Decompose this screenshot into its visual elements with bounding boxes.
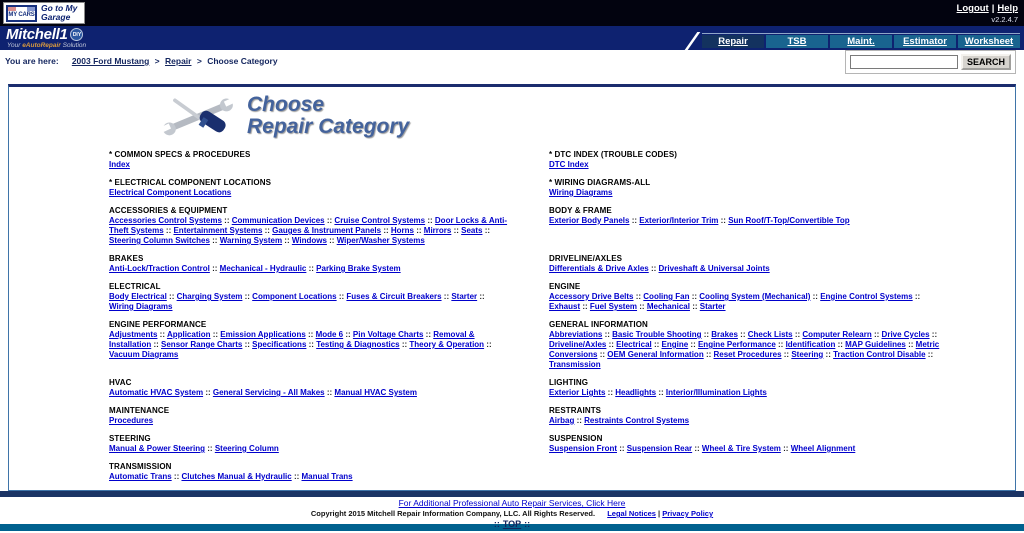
category-link[interactable]: Seats [461, 226, 483, 235]
breadcrumb-repair-link[interactable]: Repair [165, 56, 192, 66]
link-separator: :: [242, 340, 253, 349]
back-to-top-link[interactable]: TOP [502, 519, 522, 529]
category-link[interactable]: Emission Applications [220, 330, 306, 339]
category-links [549, 264, 949, 274]
category-link[interactable]: Mechanical [646, 302, 690, 311]
tab-estimator[interactable]: Estimator [894, 35, 956, 48]
category-heading: TRANSMISSION [109, 462, 172, 471]
category-section [549, 378, 949, 398]
page-title-line1: Choose [247, 93, 325, 116]
category-link[interactable]: Procedures [109, 416, 154, 425]
link-separator: :: [414, 226, 424, 235]
category-links [549, 292, 949, 312]
category-links [549, 160, 949, 170]
category-section [109, 378, 509, 398]
privacy-policy-link[interactable]: Privacy Policy [662, 509, 714, 518]
link-separator: :: [929, 330, 938, 339]
category-link[interactable]: Interior/Illumination Lights [665, 388, 767, 397]
breadcrumb-prefix: You are here: [5, 56, 59, 66]
category-section [549, 206, 949, 246]
link-separator: :: [423, 330, 434, 339]
diy-badge-icon: DIY [70, 28, 83, 41]
link-separator: :: [203, 388, 213, 397]
tab-worksheet[interactable]: Worksheet [958, 35, 1020, 48]
plate-decoration [8, 7, 35, 11]
category-link[interactable]: Headlights [615, 388, 657, 397]
link-separator: :: [306, 340, 317, 349]
top-utility-bar [0, 0, 1024, 26]
link-separator: :: [689, 302, 700, 311]
link-separator: :: [221, 216, 232, 225]
help-link[interactable]: Help [997, 3, 1018, 14]
category-link[interactable]: Steering [791, 350, 824, 359]
category-heading: MAINTENANCE [109, 406, 170, 415]
category-links [109, 416, 509, 426]
link-separator: :: [823, 350, 834, 359]
nav-tabs [702, 33, 1020, 48]
category-links [109, 472, 509, 482]
category-link[interactable]: Drive Cycles [881, 330, 930, 339]
link-separator: :: [775, 340, 786, 349]
category-link[interactable]: Door Locks & Anti-Theft Systems [109, 216, 508, 235]
category-link[interactable]: Automatic Trans [109, 472, 172, 481]
search-panel [845, 50, 1016, 74]
category-link[interactable]: Computer Relearn [802, 330, 872, 339]
logo-tagline: Your eAutoRepair Solution [7, 42, 87, 49]
link-separator: :: [737, 330, 748, 339]
category-link[interactable]: OEM General Information [607, 350, 704, 359]
link-separator: :: [905, 340, 916, 349]
category-heading: ENGINE [549, 282, 581, 291]
breadcrumb-separator: > [196, 56, 202, 66]
category-link[interactable]: Parking Brake System [316, 264, 401, 273]
category-link[interactable]: Index [109, 160, 130, 169]
category-link[interactable]: Driveshaft & Universal Joints [658, 264, 770, 273]
category-section [549, 150, 949, 170]
category-link[interactable]: Steering Column Switches [109, 236, 210, 245]
link-separator: :: [343, 330, 353, 339]
category-link[interactable]: Accessories Control Systems [109, 216, 222, 225]
category-link[interactable]: Clutches Manual & Hydraulic [181, 472, 292, 481]
link-separator: :: [441, 292, 452, 301]
link-separator: :: [871, 330, 882, 339]
link-separator: :: [718, 216, 729, 225]
category-link[interactable]: Fuel System [589, 302, 638, 311]
link-separator: :: [210, 330, 221, 339]
category-link[interactable]: Warning System [219, 236, 283, 245]
category-section [549, 178, 949, 198]
category-link[interactable]: Specifications [252, 340, 307, 349]
link-separator: :: [262, 226, 273, 235]
category-link[interactable]: Fuses & Circuit Breakers [346, 292, 442, 301]
main-nav-bar [0, 26, 1024, 50]
link-separator: :: [326, 236, 337, 245]
category-link[interactable]: Identification [785, 340, 836, 349]
breadcrumb-vehicle-link[interactable]: 2003 Ford Mustang [71, 56, 150, 66]
link-separator: :: [482, 226, 491, 235]
link-separator: :: [617, 444, 627, 453]
breadcrumb-separator: > [154, 56, 160, 66]
breadcrumb [5, 56, 278, 66]
category-heading: BODY & FRAME [549, 206, 612, 215]
link-separator: :: [171, 472, 182, 481]
category-link[interactable]: Transmission [549, 360, 601, 369]
link-separator: :: [324, 216, 335, 225]
category-heading: SUSPENSION [549, 434, 603, 443]
category-heading: GENERAL INFORMATION [549, 320, 648, 329]
link-separator: :: [656, 388, 666, 397]
category-link[interactable]: Body Electrical [109, 292, 167, 301]
category-link[interactable]: Wheel Alignment [790, 444, 856, 453]
link-separator: :: [602, 330, 613, 339]
category-links [109, 330, 509, 360]
category-section [109, 320, 509, 370]
category-section [109, 254, 509, 274]
category-link[interactable]: Gauges & Instrument Panels [272, 226, 382, 235]
category-link[interactable]: Exhaust [549, 302, 581, 311]
category-link[interactable]: Electrical [616, 340, 652, 349]
link-separator: :: [306, 264, 317, 273]
link-separator: :: [451, 226, 462, 235]
breadcrumb-current: Choose Category [207, 56, 278, 66]
category-link[interactable]: Wiring Diagrams [549, 188, 613, 197]
category-links [549, 330, 949, 370]
logo-text: Mitchell1 [6, 26, 68, 43]
category-section [549, 434, 949, 454]
link-separator: :: [701, 330, 712, 339]
mitchell1-logo [6, 27, 83, 42]
page-title-block [159, 93, 1015, 141]
link-separator: :: [703, 350, 714, 359]
link-separator: :: [151, 340, 162, 349]
category-link[interactable]: Abbreviations [549, 330, 603, 339]
plate-label: MY CARS [8, 11, 35, 18]
category-links [549, 188, 949, 198]
category-link[interactable]: Traction Control Disable [833, 350, 926, 359]
category-section [549, 254, 949, 274]
link-separator: :: [205, 444, 215, 453]
category-link[interactable]: Electrical Component Locations [109, 188, 232, 197]
category-section [109, 178, 509, 198]
link-separator: :: [781, 350, 792, 359]
link-separator: :: [810, 292, 821, 301]
choose-category-panel [8, 84, 1016, 491]
category-link[interactable]: Manual & Power Steering [109, 444, 206, 453]
category-link[interactable]: Windows [291, 236, 327, 245]
link-separator: :: [633, 292, 644, 301]
link-separator: :: [291, 472, 302, 481]
category-links [109, 160, 509, 170]
category-link[interactable]: Steering Column [214, 444, 279, 453]
version-label: v2.2.4.7 [991, 15, 1018, 24]
link-separator: :: [242, 292, 253, 301]
category-links [549, 416, 949, 426]
link-separator: :: [477, 292, 485, 301]
category-links [109, 216, 509, 246]
link-separator: :: [792, 330, 803, 339]
category-link[interactable]: Wheel & Tire System [701, 444, 781, 453]
tab-maint[interactable]: Maint. [830, 35, 892, 48]
link-separator: :: [580, 302, 590, 311]
category-link[interactable]: Restraints Control Systems [584, 416, 690, 425]
link-separator: :: [381, 226, 391, 235]
category-heading: * ELECTRICAL COMPONENT LOCATIONS [109, 178, 272, 187]
link-separator: :: [648, 264, 659, 273]
link-separator: :: [209, 264, 220, 273]
category-links [109, 388, 509, 398]
tab-repair[interactable]: Repair [702, 35, 764, 48]
category-heading: * WIRING DIAGRAMS-ALL [549, 178, 651, 187]
link-separator: :: [282, 236, 292, 245]
categories-grid [9, 150, 1015, 482]
link-separator: :: [637, 302, 647, 311]
top-right-links [957, 3, 1018, 24]
legal-notices-link[interactable]: Legal Notices [607, 509, 656, 518]
link-separator: :: [629, 216, 640, 225]
category-section [109, 150, 509, 170]
link-divider: | [991, 3, 995, 14]
link-separator: :: [780, 444, 791, 453]
category-link[interactable]: Automatic HVAC System [109, 388, 204, 397]
category-links [109, 264, 509, 274]
my-cars-plate-icon [6, 5, 37, 22]
category-link[interactable]: Engine Control Systems [820, 292, 913, 301]
link-separator: :: [651, 340, 662, 349]
category-link[interactable]: Suspension Front [549, 444, 617, 453]
link-separator: :: [157, 330, 167, 339]
category-link[interactable]: Wiring Diagrams [109, 302, 173, 311]
category-link[interactable]: Mode 6 [315, 330, 344, 339]
category-link[interactable]: Brakes [711, 330, 738, 339]
category-heading: STEERING [109, 434, 151, 443]
category-section [549, 320, 949, 370]
category-links [549, 444, 949, 454]
diagonal-divider [685, 32, 701, 50]
tab-tsb[interactable]: TSB [766, 35, 828, 48]
category-heading: * DTC INDEX (TROUBLE CODES) [549, 150, 678, 159]
category-link[interactable]: Theory & Operation [409, 340, 485, 349]
category-link[interactable]: Check Lists [747, 330, 793, 339]
category-heading: ELECTRICAL [109, 282, 161, 291]
category-heading: DRIVELINE/AXLES [549, 254, 623, 263]
category-link[interactable]: Suspension Rear [626, 444, 693, 453]
category-link[interactable]: Differentials & Drive Axles [549, 264, 649, 273]
category-link[interactable]: Sun Roof/T-Top/Convertible Top [728, 216, 850, 225]
category-heading: RESTRAINTS [549, 406, 602, 415]
link-separator: :: [688, 340, 698, 349]
garage-button-label: Go to My Garage [41, 3, 78, 22]
link-separator: :: [399, 340, 410, 349]
category-link[interactable]: Exterior/Interior Trim [639, 216, 719, 225]
category-link[interactable]: Engine [661, 340, 689, 349]
category-link[interactable]: Adjustments [109, 330, 158, 339]
link-separator: :: [912, 292, 921, 301]
category-link[interactable]: Starter [451, 292, 478, 301]
category-link[interactable]: Accessory Drive Belts [549, 292, 634, 301]
search-input[interactable] [850, 55, 958, 69]
link-separator: :: [166, 292, 177, 301]
category-link[interactable]: Metric Conversions [549, 340, 940, 359]
link-separator: :: [835, 340, 846, 349]
category-section [109, 406, 509, 426]
additional-services-link[interactable]: For Additional Professional Auto Repair Services, Click Here [398, 498, 626, 508]
category-link[interactable]: Sensor Range Charts [161, 340, 243, 349]
category-link[interactable]: Communication Devices [231, 216, 325, 225]
link-separator: :: [925, 350, 934, 359]
category-link[interactable]: Manual HVAC System [334, 388, 417, 397]
link-separator: :: [574, 416, 585, 425]
link-separator: :: [163, 226, 174, 235]
category-heading: ACCESSORIES & EQUIPMENT [109, 206, 228, 215]
category-section [549, 282, 949, 312]
category-section [109, 282, 509, 312]
crossed-tools-icon [159, 93, 235, 139]
link-separator: :: [597, 350, 608, 359]
category-link[interactable]: Charging System [176, 292, 243, 301]
category-link[interactable]: Mechanical - Hydraulic [219, 264, 307, 273]
link-separator: :: [209, 236, 220, 245]
top-prefix: :: [493, 519, 500, 529]
search-button[interactable]: SEARCH [961, 54, 1011, 70]
category-links [549, 216, 949, 226]
category-link[interactable]: Cooling Fan [643, 292, 690, 301]
category-heading: * COMMON SPECS & PROCEDURES [109, 150, 251, 159]
category-section [109, 462, 509, 482]
category-links [109, 292, 509, 312]
category-link[interactable]: Horns [390, 226, 414, 235]
page-title [247, 94, 409, 138]
category-heading: BRAKES [109, 254, 144, 263]
category-link[interactable]: Component Locations [252, 292, 337, 301]
category-link[interactable]: Pin Voltage Charts [352, 330, 424, 339]
top-suffix: :: [524, 519, 531, 529]
category-link[interactable]: Entertainment Systems [173, 226, 263, 235]
category-link[interactable]: Exterior Body Panels [549, 216, 630, 225]
category-link[interactable]: Airbag [549, 416, 575, 425]
category-links [109, 188, 509, 198]
category-heading: HVAC [109, 378, 132, 387]
footer-divider: | [658, 509, 661, 518]
link-separator: :: [692, 444, 702, 453]
go-to-my-garage-button[interactable] [3, 2, 85, 24]
link-separator: :: [689, 292, 700, 301]
category-link[interactable]: Application [166, 330, 211, 339]
category-link[interactable]: Anti-Lock/Traction Control [109, 264, 210, 273]
logout-link[interactable]: Logout [956, 3, 989, 14]
link-separator: :: [336, 292, 347, 301]
link-separator: :: [606, 340, 617, 349]
link-separator: :: [324, 388, 335, 397]
category-link[interactable]: Vacuum Diagrams [109, 350, 179, 359]
category-link[interactable]: Mirrors [423, 226, 452, 235]
category-link[interactable]: Basic Trouble Shooting [612, 330, 702, 339]
category-section [549, 406, 949, 426]
category-link[interactable]: Engine Performance [697, 340, 776, 349]
category-link[interactable]: MAP Guidelines [845, 340, 906, 349]
category-link[interactable]: Starter [699, 302, 726, 311]
category-link[interactable]: Manual Trans [301, 472, 353, 481]
link-separator: :: [484, 340, 492, 349]
link-separator: :: [305, 330, 316, 339]
category-section [109, 206, 509, 246]
category-link[interactable]: Removal & Installation [109, 330, 475, 349]
category-link[interactable]: Wiper/Washer Systems [336, 236, 425, 245]
category-links [549, 388, 949, 398]
category-heading: ENGINE PERFORMANCE [109, 320, 207, 329]
category-link[interactable]: Cooling System (Mechanical) [699, 292, 811, 301]
category-links [109, 444, 509, 454]
category-link[interactable]: Reset Procedures [713, 350, 782, 359]
category-link[interactable]: Driveline/Axles [549, 340, 607, 349]
footer [0, 497, 1024, 529]
category-link[interactable]: DTC Index [549, 160, 589, 169]
category-section [109, 434, 509, 454]
category-link[interactable]: General Servicing - All Makes [212, 388, 325, 397]
link-separator: :: [425, 216, 435, 225]
category-link[interactable]: Exterior Lights [549, 388, 606, 397]
category-link[interactable]: Cruise Control Systems [334, 216, 426, 225]
link-separator: :: [605, 388, 616, 397]
page-title-line2: Repair Category [247, 115, 410, 138]
category-link[interactable]: Testing & Diagnostics [316, 340, 400, 349]
copyright-text: Copyright 2015 Mitchell Repair Information Company, LLC. All Rights Reserved. [310, 509, 596, 518]
category-heading: LIGHTING [549, 378, 589, 387]
